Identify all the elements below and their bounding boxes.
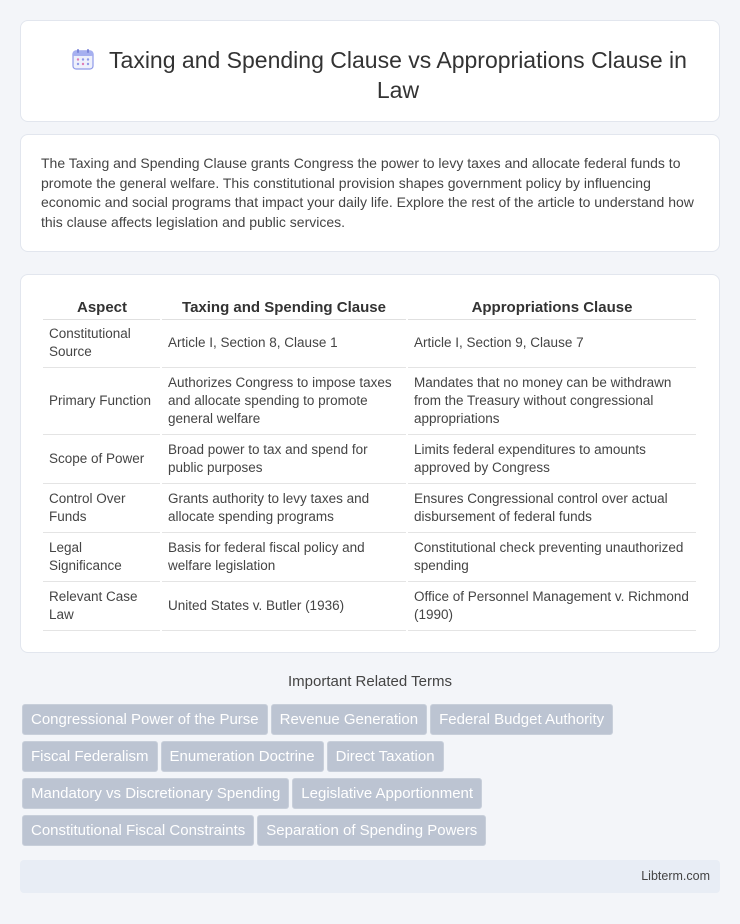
table-cell: Article I, Section 9, Clause 7: [407, 319, 697, 367]
table-cell: Legal Significance: [43, 532, 161, 581]
page-title: Taxing and Spending Clause vs Appropriations Clause in Law: [109, 47, 687, 103]
table-cell: Relevant Case Law: [43, 581, 161, 630]
tag-row: [22, 778, 702, 815]
comparison-table-card: [20, 274, 720, 653]
intro-paragraph: The Taxing and Spending Clause grants Congress the power to levy taxes and allocate federal funds to promote the general welfare. This constitutional provision shapes government policy by influencing economic and social programs that impact your daily life. Explore the rest of the article to understand how this clause affects legislation and public services.: [41, 155, 694, 230]
table-header-row: [43, 297, 697, 319]
table-row: [43, 434, 697, 483]
tag-row: [22, 741, 702, 778]
related-term-tag[interactable]: Revenue Generation: [271, 704, 427, 735]
table-row: [43, 367, 697, 434]
footer-site-link[interactable]: Libterm.com: [641, 869, 710, 883]
related-terms-heading: Important Related Terms: [288, 673, 452, 690]
related-term-tag[interactable]: Congressional Power of the Purse: [22, 704, 268, 735]
related-term-tag[interactable]: Fiscal Federalism: [22, 741, 158, 772]
table-cell: Control Over Funds: [43, 483, 161, 532]
table-cell: Broad power to tax and spend for public purposes: [161, 434, 407, 483]
related-term-tag[interactable]: Separation of Spending Powers: [257, 815, 486, 846]
table-cell: Article I, Section 8, Clause 1: [161, 319, 407, 367]
related-term-tag[interactable]: Legislative Apportionment: [292, 778, 482, 809]
title-card: [20, 20, 720, 122]
table-cell: Grants authority to levy taxes and allocate spending programs: [161, 483, 407, 532]
header-taxing-spending: Taxing and Spending Clause: [161, 297, 407, 319]
footer: [20, 860, 720, 893]
comparison-table: [43, 297, 698, 631]
related-term-tag[interactable]: Mandatory vs Discretionary Spending: [22, 778, 289, 809]
table-cell: Scope of Power: [43, 434, 161, 483]
table-row: [43, 483, 697, 532]
related-terms-list: [22, 704, 702, 852]
table-row: [43, 581, 697, 630]
tag-row: [22, 815, 702, 852]
tag-row: [22, 704, 702, 741]
table-cell: Basis for federal fiscal policy and welfare legislation: [161, 532, 407, 581]
table-cell: Authorizes Congress to impose taxes and allocate spending to promote general welfare: [161, 367, 407, 434]
table-cell: Constitutional Source: [43, 319, 161, 367]
table-row: [43, 319, 697, 367]
table-cell: Ensures Congressional control over actual disbursement of federal funds: [407, 483, 697, 532]
header-aspect: Aspect: [43, 297, 161, 319]
table-cell: United States v. Butler (1936): [161, 581, 407, 630]
related-term-tag[interactable]: Direct Taxation: [327, 741, 444, 772]
header-appropriations: Appropriations Clause: [407, 297, 697, 319]
related-term-tag[interactable]: Constitutional Fiscal Constraints: [22, 815, 254, 846]
table-cell: Primary Function: [43, 367, 161, 434]
related-term-tag[interactable]: Federal Budget Authority: [430, 704, 613, 735]
table-cell: Limits federal expenditures to amounts approved by Congress: [407, 434, 697, 483]
table-cell: Office of Personnel Management v. Richmond (1990): [407, 581, 697, 630]
intro-card: [20, 134, 720, 252]
related-term-tag[interactable]: Enumeration Doctrine: [161, 741, 324, 772]
table-row: [43, 532, 697, 581]
table-cell: Constitutional check preventing unauthorized spending: [407, 532, 697, 581]
table-cell: Mandates that no money can be withdrawn from the Treasury without congressional appropriations: [407, 367, 697, 434]
